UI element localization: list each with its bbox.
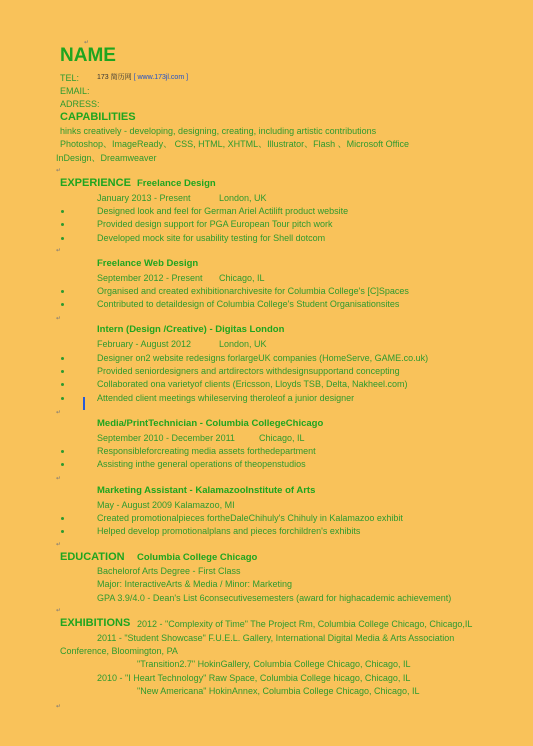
job-bullet: Responsibleforcreating media assets forthedepartment xyxy=(97,446,316,456)
bullet-icon xyxy=(61,357,64,360)
job-bullet: Designer on2 website redesigns forlargeUK companies (HomeServe, GAME.co.uk) xyxy=(97,353,429,363)
job-date: February - August 2012 xyxy=(97,339,192,349)
bullet-icon xyxy=(61,223,64,226)
job-date: May - August 2009 Kalamazoo, MI xyxy=(97,500,235,510)
job-date: September 2010 - December 2011 xyxy=(97,433,235,443)
education-school: Columbia College Chicago xyxy=(137,552,258,563)
education-line: GPA 3.9/4.0 - Dean's List 6consecutivesemesters (award for highacademic achievement) xyxy=(97,593,452,603)
bullet-icon xyxy=(61,383,64,386)
brand-url[interactable]: [ www.173jl.com ] xyxy=(133,74,189,81)
job-bullet: Contributed to detaildesign of Columbia College's Student Organisationsites xyxy=(97,299,400,309)
exhibitions-heading: EXHIBITIONS xyxy=(60,617,131,629)
bullet-icon xyxy=(61,290,64,293)
job-date: January 2013 - Present xyxy=(97,193,191,203)
experience-heading: EXPERIENCE xyxy=(60,177,131,189)
job-title: Freelance Design xyxy=(137,178,216,189)
resume-name: NAME xyxy=(60,45,116,66)
education-line: Major: InteractiveArts & Media / Minor: Marketing xyxy=(97,579,293,589)
exhibition-line: Conference, Bloomington, PA xyxy=(60,646,178,656)
job-bullet: Organised and created exhibitionarchivesite for Columbia College's [C]Spaces xyxy=(97,286,409,296)
exhibition-line: 2012 - "Complexity of Time" The Project Rm, Columbia College Chicago, Chicago,IL xyxy=(137,619,473,629)
bullet-icon xyxy=(61,530,64,533)
job-bullet: Assisting inthe general operations of theopenstudios xyxy=(97,459,306,469)
bullet-icon xyxy=(61,237,64,240)
paragraph-mark-icon: ↵ xyxy=(56,168,62,174)
tel-label: TEL: xyxy=(60,73,80,83)
job-bullet: Created promotionalpieces fortheDaleChihuly's Chihuly in Kalamazoo exhibit xyxy=(97,513,403,523)
job-bullet: Attended client meetings whileserving theroleof a junior designer xyxy=(97,393,355,403)
exhibition-line: 2010 - "I Heart Technology" Raw Space, Columbia College hicago, Chicago, IL xyxy=(97,673,411,683)
capabilities-line: InDesign、Dreamweaver xyxy=(56,153,157,163)
paragraph-mark-icon: ↵ xyxy=(56,704,62,710)
job-title: Intern (Design /Creative) - Digitas London xyxy=(97,324,285,335)
job-date: September 2012 - Present xyxy=(97,273,203,283)
job-bullet: Designed look and feel for German Ariel Actilift product website xyxy=(97,206,349,216)
job-bullet: Developed mock site for usability testing for Shell dotcom xyxy=(97,233,326,243)
job-location: Chicago, IL xyxy=(219,273,265,283)
bullet-icon xyxy=(61,463,64,466)
job-location: London, UK xyxy=(219,193,267,203)
text-cursor xyxy=(83,397,85,410)
exhibition-line: 2011 - "Student Showcase" F.U.E.L. Gallery, International Digital Media & Arts Association xyxy=(97,633,455,643)
job-bullet: Provided design support for PGA European Tour pitch work xyxy=(97,219,333,229)
exhibition-line: "Transition2.7" HokinGallery, Columbia College Chicago, Chicago, IL xyxy=(137,659,411,669)
capabilities-heading: CAPABILITIES xyxy=(60,111,136,123)
address-label: ADRESS: xyxy=(60,99,100,109)
email-label: EMAIL: xyxy=(60,86,90,96)
paragraph-mark-icon: ↵ xyxy=(56,542,62,548)
bullet-icon xyxy=(61,370,64,373)
bullet-icon xyxy=(61,397,64,400)
capabilities-line: hinks creatively - developing, designing, creating, including artistic contributions xyxy=(60,126,377,136)
education-line: Bachelorof Arts Degree - First Class xyxy=(97,566,241,576)
job-title: Marketing Assistant - KalamazooInstitute of Arts xyxy=(97,485,316,496)
bullet-icon xyxy=(61,303,64,306)
job-title: Media/PrintTechnician - Columbia CollegeChicago xyxy=(97,418,324,429)
paragraph-mark-icon: ↵ xyxy=(84,40,90,46)
paragraph-mark-icon: ↵ xyxy=(56,248,62,254)
brand-prefix: 173 xyxy=(97,74,111,81)
job-bullet: Collaborated ona varietyof clients (Ericsson, Lloyds TSB, Delta, Nakheel.com) xyxy=(97,379,408,389)
paragraph-mark-icon: ↵ xyxy=(56,316,62,322)
job-title: Freelance Web Design xyxy=(97,258,199,269)
job-location: Chicago, IL xyxy=(259,433,305,443)
bullet-icon xyxy=(61,517,64,520)
education-heading: EDUCATION xyxy=(60,551,125,563)
job-location: London, UK xyxy=(219,339,267,349)
paragraph-mark-icon: ↵ xyxy=(56,410,62,416)
paragraph-mark-icon: ↵ xyxy=(56,476,62,482)
job-bullet: Provided seniordesigners and artdirectors withdesignsupportand concepting xyxy=(97,366,400,376)
bullet-icon xyxy=(61,450,64,453)
bullet-icon xyxy=(61,210,64,213)
paragraph-mark-icon: ↵ xyxy=(56,608,62,614)
brand-cn: 简历网 xyxy=(110,74,132,81)
capabilities-line: Photoshop、ImageReady、 CSS, HTML, XHTML、Illustrator、Flash 、Microsoft Office xyxy=(60,139,409,149)
exhibition-line: "New Americana" HokinAnnex, Columbia College Chicago, Chicago, IL xyxy=(137,686,420,696)
brand-watermark[interactable] xyxy=(97,72,188,84)
job-bullet: Helped develop promotionalplans and pieces forchildren's exhibits xyxy=(97,526,361,536)
